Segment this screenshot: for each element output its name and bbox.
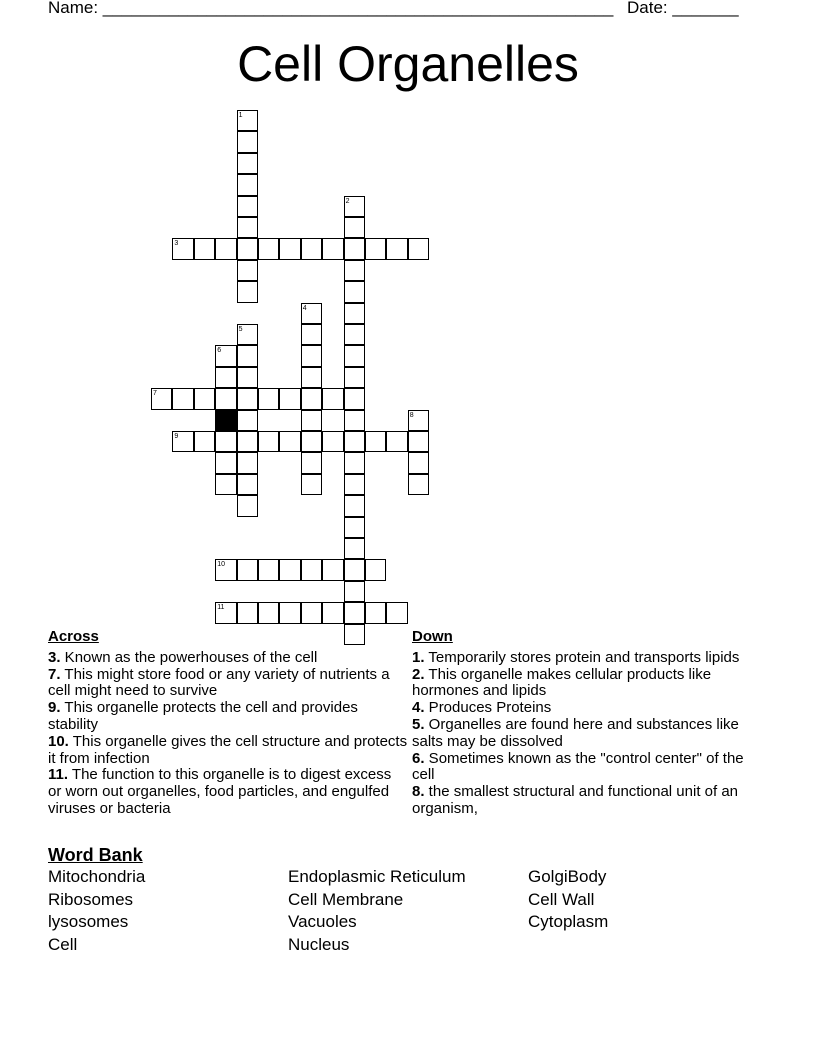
grid-cell[interactable] (301, 431, 322, 452)
grid-cell[interactable] (237, 474, 258, 495)
word-bank-item: Cell Membrane (288, 889, 404, 909)
grid-cell[interactable] (344, 238, 365, 259)
grid-cell[interactable] (194, 238, 215, 259)
grid-cell[interactable] (344, 602, 365, 623)
grid-cell[interactable] (237, 559, 258, 580)
clue-number: 6 (217, 347, 222, 355)
word-bank-item: Mitochondria (48, 867, 146, 886)
grid-cell[interactable] (237, 174, 258, 195)
clue-number: 5 (238, 326, 243, 333)
word-bank-column (48, 866, 145, 956)
grid-cell[interactable] (344, 559, 365, 580)
grid-cell[interactable] (215, 367, 236, 388)
down-heading: Down (412, 628, 453, 645)
grid-cell[interactable] (279, 602, 300, 623)
grid-cell[interactable] (301, 602, 322, 623)
black-cell (215, 410, 236, 431)
date-line[interactable]: Date: _______ (627, 0, 739, 17)
down-clue: 2. This organelle makes cellular products like hormones and lipids (412, 665, 712, 700)
clue-number: 1 (238, 112, 243, 119)
clue-number: 2 (345, 197, 350, 205)
grid-cell[interactable] (408, 431, 429, 452)
grid-cell[interactable] (215, 431, 236, 452)
grid-cell[interactable] (237, 388, 258, 409)
clue-number: 10 (217, 561, 225, 569)
down-clue: 4. Produces Proteins (412, 699, 552, 717)
grid-cell[interactable] (344, 281, 365, 302)
grid-cell[interactable] (365, 602, 386, 623)
page-title: Cell Organelles (237, 36, 579, 92)
grid-cell[interactable] (194, 431, 215, 452)
word-bank-item: Endoplasmic Reticulum (288, 867, 466, 886)
clue-number: 9 (174, 433, 179, 440)
word-bank-item: Nucleus (288, 934, 350, 954)
grid-cell[interactable] (215, 238, 236, 259)
across-clue: 3. Known as the powerhouses of the cell (48, 648, 318, 666)
grid-cell[interactable] (301, 559, 322, 580)
word-bank-item: Ribosomes (48, 889, 134, 909)
grid-cell[interactable] (322, 602, 343, 623)
grid-cell[interactable] (258, 238, 279, 259)
grid-cell[interactable] (237, 196, 258, 217)
grid-cell[interactable] (344, 431, 365, 452)
clue-number: 11 (217, 604, 225, 612)
grid-cell[interactable] (301, 324, 322, 345)
across-clue-list (48, 650, 408, 818)
grid-cell[interactable] (279, 559, 300, 580)
word-bank-item: GolgiBody (528, 867, 607, 886)
grid-cell[interactable] (258, 602, 279, 623)
grid-cell[interactable] (237, 345, 258, 366)
word-bank-item: Cell (48, 934, 78, 954)
grid-cell[interactable] (301, 345, 322, 366)
name-line[interactable]: Name: ______________________________________________________ (48, 0, 614, 17)
grid-cell[interactable] (344, 388, 365, 409)
grid-cell[interactable] (301, 474, 322, 495)
grid-cell[interactable] (322, 238, 343, 259)
grid-cell[interactable] (344, 452, 365, 473)
grid-cell[interactable] (344, 217, 365, 238)
down-clue: 8. the smallest structural and functional unit of an organism, (412, 783, 739, 817)
clue-number: 7 (153, 390, 157, 398)
grid-cell[interactable] (344, 410, 365, 431)
grid-cell[interactable] (344, 495, 365, 516)
grid-cell[interactable] (344, 260, 365, 281)
grid-cell[interactable] (215, 388, 236, 409)
grid-cell[interactable] (344, 303, 365, 324)
grid-cell[interactable] (237, 602, 258, 623)
grid-cell[interactable] (258, 431, 279, 452)
across-clue: 9. This organelle protects the cell and provides stability (48, 699, 358, 733)
grid-cell[interactable] (386, 602, 407, 623)
grid-cell[interactable] (237, 260, 258, 281)
word-bank-column (528, 866, 608, 934)
grid-cell[interactable] (237, 153, 258, 174)
grid-cell[interactable] (237, 131, 258, 152)
grid-cell[interactable] (365, 238, 386, 259)
word-bank-item: Vacuoles (288, 912, 357, 932)
grid-cell[interactable] (237, 495, 258, 516)
grid-cell[interactable] (237, 367, 258, 388)
down-clue: 1. Temporarily stores protein and transports lipids (412, 648, 740, 666)
grid-cell[interactable] (408, 474, 429, 495)
grid-cell[interactable] (365, 431, 386, 452)
grid-cell[interactable] (237, 452, 258, 473)
grid-cell[interactable] (301, 452, 322, 473)
clue-number: 8 (409, 411, 414, 419)
grid-cell[interactable] (344, 474, 365, 495)
grid-cell[interactable] (408, 452, 429, 473)
grid-cell[interactable] (301, 238, 322, 259)
grid-cell[interactable] (215, 474, 236, 495)
word-bank-title: Word Bank (48, 845, 143, 865)
down-clues (412, 629, 757, 818)
clue-number: 4 (302, 304, 307, 312)
grid-cell[interactable] (237, 238, 258, 259)
grid-cell[interactable] (279, 388, 300, 409)
grid-cell[interactable] (237, 281, 258, 302)
grid-cell[interactable] (194, 388, 215, 409)
across-clues (48, 629, 408, 818)
word-bank-item: Cell Wall (528, 889, 595, 909)
grid-cell[interactable] (237, 217, 258, 238)
grid-cell[interactable] (301, 367, 322, 388)
grid-cell[interactable] (215, 452, 236, 473)
clue-number: 3 (174, 240, 179, 248)
grid-cell[interactable] (237, 410, 258, 431)
across-heading: Across (48, 628, 99, 645)
word-bank-item: lysosomes (48, 912, 129, 932)
across-clue: 7. This might store food or any variety of nutrients a cell might need to survive (48, 665, 390, 700)
grid-cell[interactable] (344, 517, 365, 538)
grid-cell[interactable] (322, 431, 343, 452)
grid-cell[interactable] (258, 388, 279, 409)
grid-cell[interactable] (237, 431, 258, 452)
down-clue: 6. Sometimes known as the "control center" of the cell (412, 749, 744, 784)
grid-cell[interactable] (322, 559, 343, 580)
grid-cell[interactable] (365, 559, 386, 580)
grid-cell[interactable] (322, 388, 343, 409)
word-bank-column (288, 866, 466, 956)
grid-cell[interactable] (344, 581, 365, 602)
down-clue: 5. Organelles are found here and substances like salts may be dissolved (412, 715, 739, 750)
grid-cell[interactable] (344, 538, 365, 559)
grid-cell[interactable] (408, 238, 429, 259)
grid-cell[interactable] (344, 367, 365, 388)
grid-cell[interactable] (344, 345, 365, 366)
grid-cell[interactable] (279, 431, 300, 452)
grid-cell[interactable] (301, 388, 322, 409)
down-clue-list (412, 650, 757, 818)
word-bank-item: Cytoplasm (528, 912, 609, 932)
grid-cell[interactable] (386, 238, 407, 259)
grid-cell[interactable] (258, 559, 279, 580)
grid-cell[interactable] (301, 410, 322, 431)
grid-cell[interactable] (344, 324, 365, 345)
grid-cell[interactable] (386, 431, 407, 452)
across-clue: 11. The function to this organelle is to digest excess or worn out organelles, food particles, and engulfed viruses or bacteria (48, 766, 392, 817)
grid-cell[interactable] (172, 388, 193, 409)
grid-cell[interactable] (279, 238, 300, 259)
across-clue: 10. This organelle gives the cell structure and protects it from infection (48, 732, 408, 767)
